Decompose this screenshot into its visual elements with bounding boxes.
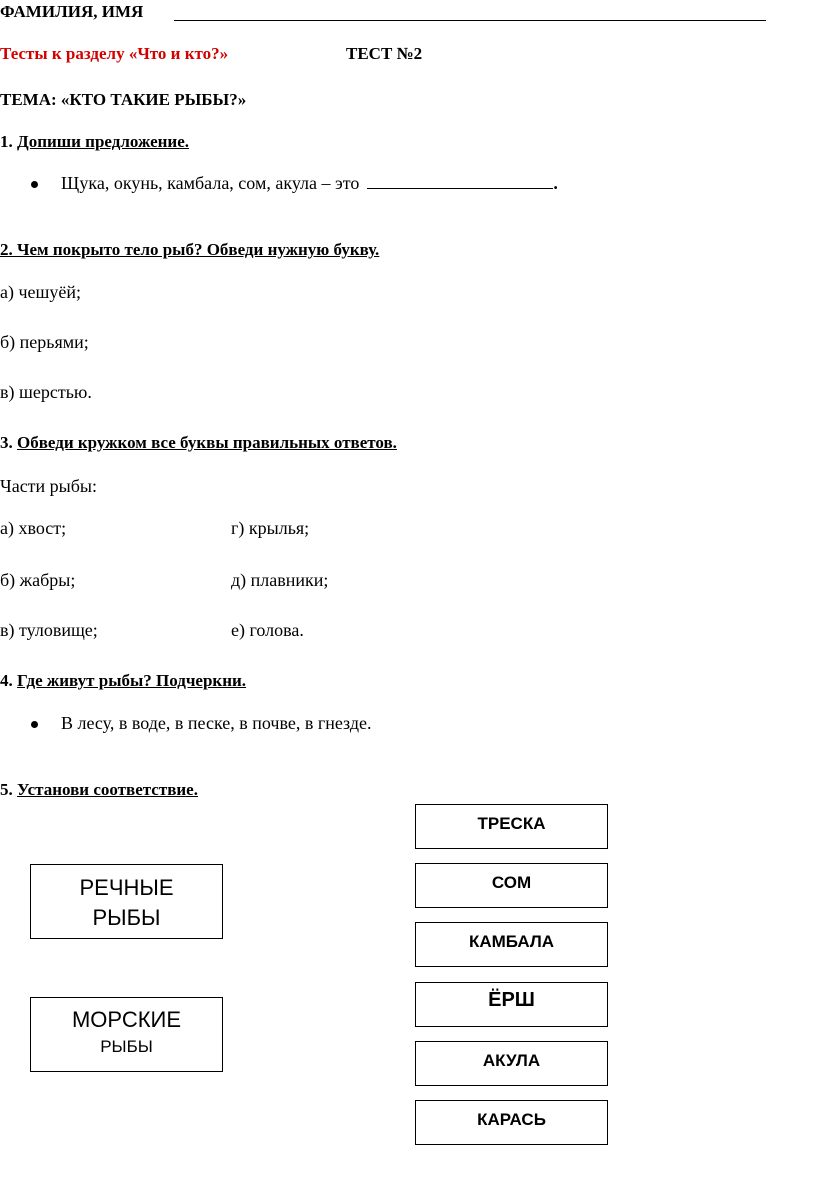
category-sea-fish-box[interactable] <box>30 997 223 1072</box>
fish-box-flounder[interactable]: КАМБАЛА <box>415 922 608 967</box>
q3-number: 3. <box>0 433 13 452</box>
q2-title: . Чем покрыто тело рыб? Обведи нужную букву. <box>8 240 380 259</box>
q5-title: Установи соответствие. <box>17 780 198 799</box>
q1-sentence-row <box>61 173 558 194</box>
q1-title: Допиши предложение. <box>17 132 190 151</box>
section-title: Тесты к разделу «Что и кто?» <box>0 44 229 63</box>
fish-box-cod[interactable]: ТРЕСКА <box>415 804 608 849</box>
q3-title: Обведи кружком все буквы правильных ответов. <box>17 433 397 452</box>
bullet-icon <box>31 181 38 188</box>
theme-title: ТЕМА: «КТО ТАКИЕ РЫБЫ?» <box>0 90 247 109</box>
q3-option-b[interactable]: б) жабры; <box>0 570 76 590</box>
q2-option-c[interactable]: в) шерстью. <box>0 382 92 402</box>
q3-option-c[interactable]: в) туловище; <box>0 620 98 640</box>
q4-heading <box>0 671 246 691</box>
q3-subtitle: Части рыбы: <box>0 476 98 496</box>
fish-box-catfish[interactable]: СОМ <box>415 863 608 908</box>
q1-sentence: Щука, окунь, камбала, сом, акула – это <box>61 173 360 193</box>
q1-end: . <box>553 173 558 193</box>
q3-option-e[interactable]: д) плавники; <box>231 570 329 590</box>
category-river-line1: РЕЧНЫЕ <box>79 875 174 900</box>
fish-box-ruffe[interactable]: ЁРШ <box>415 982 608 1027</box>
q1-heading <box>0 132 189 152</box>
q2-number: 2 <box>0 240 9 259</box>
q2-option-b[interactable]: б) перьями; <box>0 332 89 352</box>
q2-option-a[interactable]: а) чешуёй; <box>0 282 82 302</box>
test-number: ТЕСТ №2 <box>346 44 423 63</box>
q1-number: 1. <box>0 132 13 151</box>
q1-answer-blank[interactable] <box>367 174 553 189</box>
q3-option-a[interactable]: а) хвост; <box>0 518 67 538</box>
q3-heading <box>0 433 397 453</box>
bullet-icon <box>31 721 38 728</box>
name-input-line[interactable] <box>174 20 766 21</box>
q5-heading <box>0 780 198 800</box>
q2-heading <box>0 240 379 260</box>
category-river-fish-box[interactable] <box>30 864 223 939</box>
q3-option-f[interactable]: е) голова. <box>231 620 304 640</box>
name-label: ФАМИЛИЯ, ИМЯ <box>0 2 144 21</box>
q4-sentence[interactable]: В лесу, в воде, в песке, в почве, в гнезде. <box>61 713 372 733</box>
category-sea-line2: РЫБЫ <box>100 1037 153 1056</box>
q4-number: 4. <box>0 671 13 690</box>
fish-box-crucian[interactable]: КАРАСЬ <box>415 1100 608 1145</box>
fish-box-shark[interactable]: АКУЛА <box>415 1041 608 1086</box>
q5-number: 5. <box>0 780 13 799</box>
category-river-line2: РЫБЫ <box>92 905 161 930</box>
q3-option-d[interactable]: г) крылья; <box>231 518 310 538</box>
category-sea-line1: МОРСКИЕ <box>71 1007 182 1032</box>
q4-title: Где живут рыбы? Подчеркни. <box>17 671 247 690</box>
